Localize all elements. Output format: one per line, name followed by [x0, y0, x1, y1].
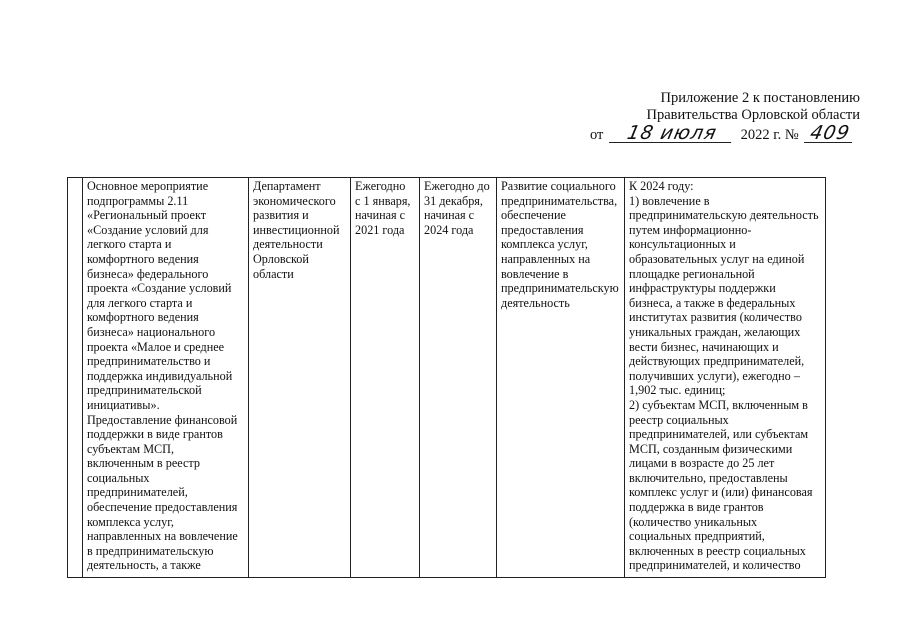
direction-cell: [497, 178, 625, 578]
result-cell: [625, 178, 826, 578]
appendix-title: Приложение 2 к постановлению: [660, 90, 860, 106]
row-index-cell: [68, 178, 83, 578]
start-date-text: Ежегодно с 1 января, начиная с 2021 года: [355, 179, 411, 237]
result-text: К 2024 году: 1) вовлечение в предпринимательскую деятельность путем информационно- консультационных и образовательных услуг на единой площадке региональной инфраструктуры поддержки бизнеса, а также в федеральных институтах развития (количество уникальных граждан, желающих вести бизнес, начинающих и действующих предпринимателей, получивших услуги), ежегодно – 1,902 тыс. единиц; 2) субъектам МСП, включенным в реестр социальных предпринимателей, или субъектам МСП, созданным физическими лицами в возрасте до 25 лет включительно, предоставлены комплекс услуг и (или) финансовая поддержка в виде грантов (количество уникальных социальных предприятий, включенных в реестр социальных предпринимателей, и количество: [629, 179, 819, 573]
end-date-cell: [420, 178, 497, 578]
measure-cell: [83, 178, 249, 578]
executor-cell: [249, 178, 351, 578]
executor-text: Департамент экономического развития и инвестиционной деятельности Орловской области: [253, 179, 340, 281]
appendix-header: [560, 90, 860, 124]
resolution-date-line: [590, 124, 854, 144]
year-number-label: 2022 г. №: [740, 127, 799, 143]
appendix-authority: Правительства Орловской области: [646, 107, 860, 123]
handwritten-date: 18 июля: [609, 124, 735, 143]
table-row: [68, 178, 826, 578]
end-date-text: Ежегодно до 31 декабря, начиная с 2024 года: [424, 179, 490, 237]
direction-text: Развитие социального предпринимательства, обеспечение предоставления комплекса услуг, направленных на вовлечение в предпринимательскую деятельность: [501, 179, 619, 310]
from-label: от: [590, 127, 604, 143]
measures-table: [67, 177, 826, 578]
handwritten-number: 409: [804, 124, 856, 143]
measure-text: Основное мероприятие подпрограммы 2.11 «Региональный проект «Создание условий для легкого старта и комфортного ведения бизнеса» федерального проекта «Создание условий для легкого старта и комфортного ведения бизнеса» национального проекта «Малое и среднее предпринимательство и поддержка индивидуальной предпринимательской инициативы». Предоставление финансовой поддержки в виде грантов субъектам МСП, включенным в реестр социальных предпринимателей, обеспечение предоставления комплекса услуг, направленных на вовлечение в предпринимательскую деятельность, а также: [87, 179, 238, 573]
start-date-cell: [351, 178, 420, 578]
